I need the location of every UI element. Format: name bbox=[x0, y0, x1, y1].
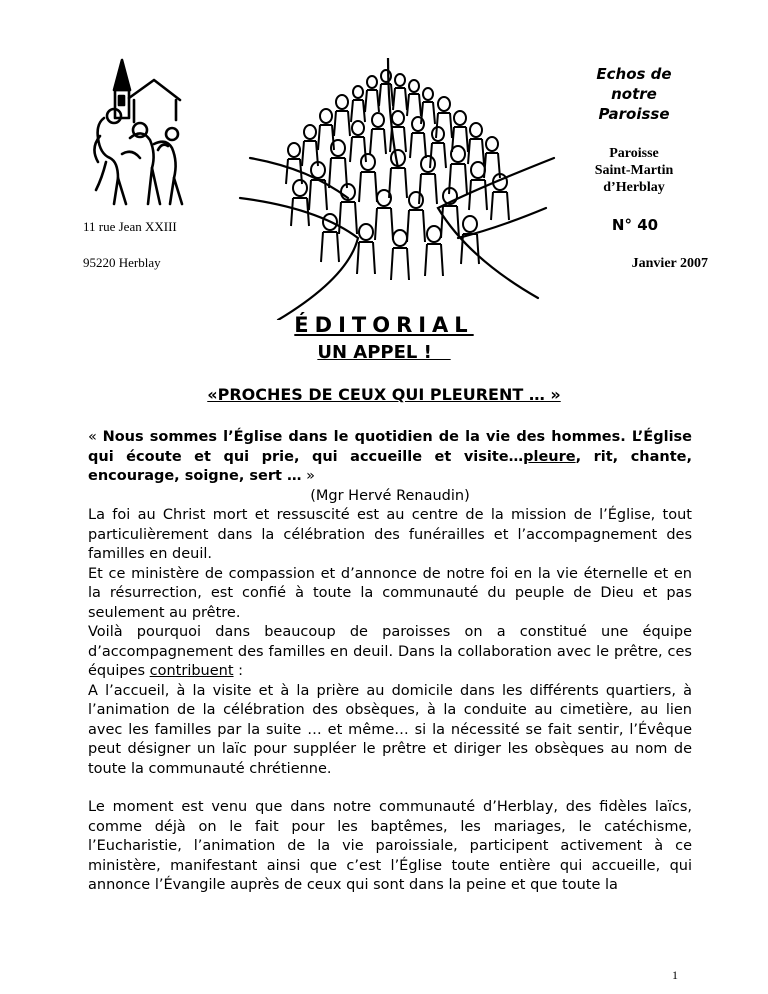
parish-name-line: Paroisse bbox=[609, 146, 659, 161]
paragraph: Et ce ministère de compassion et d’annonce de notre foi en la vie éternelle et en la résurrection, est confié à toute la communauté du peuple de Dieu et pas seulement au prêtre. bbox=[88, 565, 692, 621]
paragraph: La foi au Christ mort et ressuscité est au centre de la mission de l’Église, tout particulièrement dans la célébration des funérailles et l’accompagnement des familles en deuil. bbox=[88, 507, 692, 562]
quote-text: Nous sommes l’Église dans le quotidien de la vie des hommes. L’Église qui écoute et qui prie, qui accueille et visite… bbox=[88, 429, 692, 465]
quote-underlined-word: pleure bbox=[523, 448, 576, 465]
quote-open-mark: « bbox=[88, 429, 103, 445]
parish-name-line: Saint-Martin bbox=[594, 163, 674, 178]
paragraph: A l’accueil, à la visite et à la prière au domicile dans les différents quartiers, à l’animation de la célébration des obsèques, à la conduite au cimetière, au lien avec les familles par la suite … et même… si la nécessité se fait sentir, l’Évêque peut désigner un laïc pour suppléer le prêtre et diriger les obsèques au nom de toute la communauté chrétienne. bbox=[88, 682, 692, 777]
paragraph-text: Voilà pourquoi dans beaucoup de paroisses on a constitué une équipe d’accompagnement des familles en deuil. Dans la collaboration avec le prêtre, ces équipes bbox=[88, 624, 692, 679]
quote-close-mark: » bbox=[301, 468, 315, 484]
article-subtitle: «PROCHES DE CEUX QUI PLEURENT … » bbox=[207, 385, 561, 404]
underlined-word: contribuent bbox=[149, 663, 234, 679]
article-title: UN APPEL ! bbox=[317, 342, 451, 363]
opening-quote bbox=[88, 428, 692, 487]
page-number: 1 bbox=[672, 968, 678, 982]
paragraph bbox=[88, 623, 692, 682]
parish-name-line: d’Herblay bbox=[603, 180, 665, 195]
paragraph: Le moment est venu que dans notre communauté d’Herblay, des fidèles laïcs, comme déjà on le fait pour les baptêmes, les mariages, le catéchisme, l’Eucharistie, l’animation de la vie paroissiale, participent activement à ce ministère, manifestant ainsi que c’est l’Église toute entière qui accueille, qui annonce l’Évangile auprès de ceux qui sont dans la peine et que toute la bbox=[88, 799, 692, 893]
address-street: 11 rue Jean XXIII bbox=[83, 219, 177, 234]
quote-author: (Mgr Hervé Renaudin) bbox=[310, 487, 470, 504]
paragraph-text-end: : bbox=[233, 663, 244, 679]
issue-date: Janvier 2007 bbox=[631, 256, 708, 271]
crowd-illustration-icon bbox=[238, 58, 556, 320]
bulletin-title bbox=[560, 64, 708, 124]
bulletin-title-line: Echos de bbox=[596, 65, 672, 83]
parish-name bbox=[560, 145, 708, 196]
bulletin-title-line: Paroisse bbox=[598, 105, 670, 123]
article-body bbox=[88, 428, 692, 896]
quote-text-end: , rit, chante, encourage, soigne, sert … bbox=[88, 448, 692, 484]
address-city: 95220 Herblay bbox=[83, 255, 161, 270]
bulletin-title-line: notre bbox=[611, 85, 657, 103]
issue-number: N° 40 bbox=[611, 216, 659, 234]
parish-logo-church-icon bbox=[92, 58, 188, 206]
section-title-editorial: ÉDITORIAL bbox=[294, 313, 474, 337]
